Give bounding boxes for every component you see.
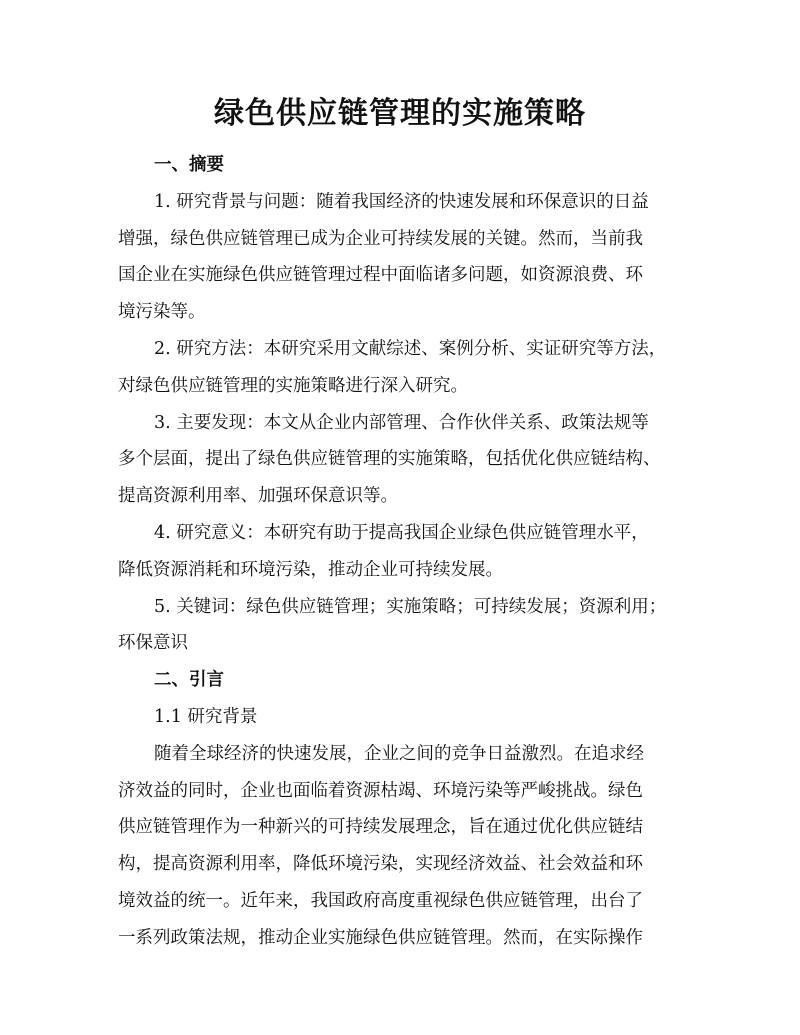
text-line: 环保意识: [118, 633, 188, 654]
paragraph-research-background: [118, 184, 688, 331]
section-heading-introduction: 二、引言: [154, 670, 224, 691]
subsection-heading-background: 1.1 研究背景: [154, 706, 258, 727]
text-line: 供应链管理作为一种新兴的可持续发展理念，旨在通过优化供应链结: [118, 817, 643, 838]
text-line: 5. 关键词：绿色供应链管理；实施策略；可持续发展；资源利用；: [154, 596, 667, 617]
paragraph-introduction-background: [118, 736, 688, 957]
paragraph-keywords: [118, 589, 688, 663]
text-line: 国企业在实施绿色供应链管理过程中面临诸多问题，如资源浪费、环: [118, 265, 643, 286]
text-line: 2. 研究方法：本研究采用文献综述、案例分析、实证研究等方法，: [154, 338, 667, 359]
paragraph-research-significance: [118, 515, 688, 589]
text-line: 随着全球经济的快速发展，企业之间的竞争日益激烈。在追求经: [154, 743, 644, 764]
paragraph-main-findings: [118, 405, 688, 515]
text-line: 境污染等。: [118, 302, 206, 323]
text-line: 4. 研究意义：本研究有助于提高我国企业绿色供应链管理水平，: [154, 522, 649, 543]
text-line: 3. 主要发现：本文从企业内部管理、合作伙伴关系、政策法规等: [154, 412, 649, 433]
text-line: 一系列政策法规，推动企业实施绿色供应链管理。然而，在实际操作: [118, 927, 643, 948]
document-title: 绿色供应链管理的实施策略: [214, 96, 586, 131]
text-line: 境效益的统一。近年来，我国政府高度重视绿色供应链管理，出台了: [118, 890, 643, 911]
text-line: 济效益的同时，企业也面临着资源枯竭、环境污染等严峻挑战。绿色: [118, 780, 643, 801]
text-line: 多个层面，提出了绿色供应链管理的实施策略，包括优化供应链结构、: [118, 449, 661, 470]
text-line: 1. 研究背景与问题：随着我国经济的快速发展和环保意识的日益: [154, 191, 649, 212]
text-line: 构，提高资源利用率，降低环境污染，实现经济效益、社会效益和环: [118, 854, 643, 875]
section-heading-abstract: 一、摘要: [154, 155, 224, 175]
paragraph-research-method: [118, 331, 688, 405]
text-line: 对绿色供应链管理的实施策略进行深入研究。: [118, 375, 468, 396]
text-line: 降低资源消耗和环境污染，推动企业可持续发展。: [118, 559, 503, 580]
text-line: 增强，绿色供应链管理已成为企业可持续发展的关键。然而，当前我: [118, 228, 643, 249]
text-line: 提高资源利用率、加强环保意识等。: [118, 486, 398, 507]
document-body: [118, 147, 688, 957]
